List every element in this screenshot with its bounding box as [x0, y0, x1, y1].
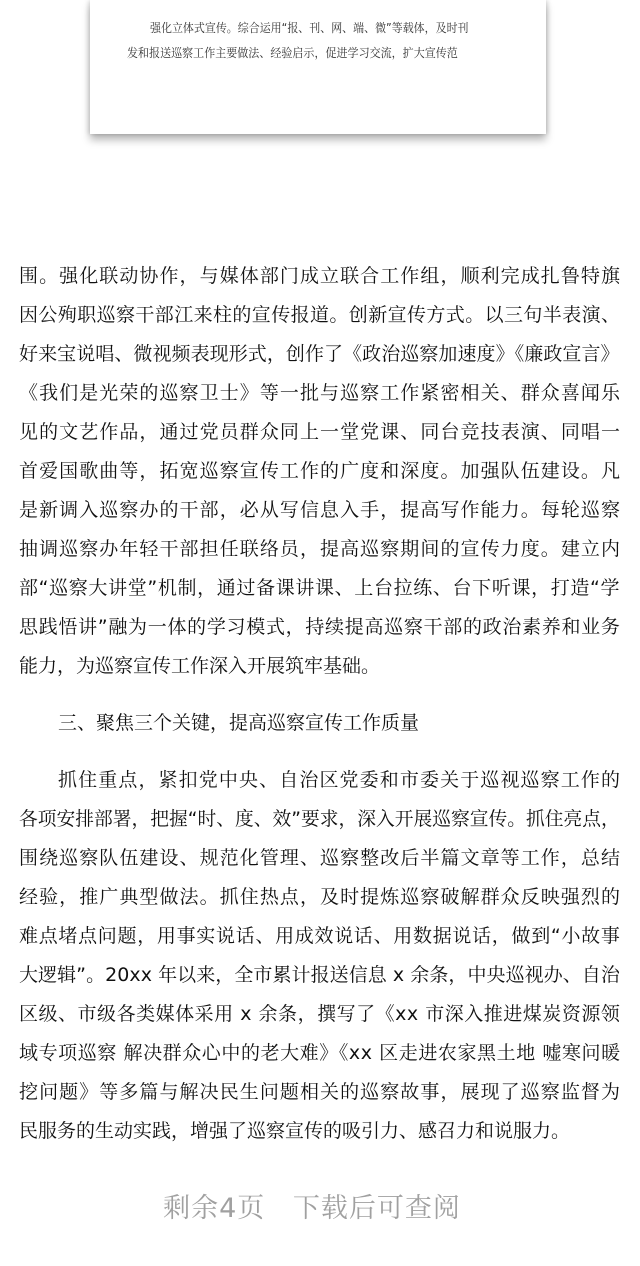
card-text-line: 强化立体式宣传。综合运用“报、刊、网、端、微”等载体，及时刊	[150, 21, 469, 35]
paragraph-line: 抽调巡察办年轻干部担任联络员，提高巡察期间的宣传力度。建立内	[19, 538, 622, 560]
paragraph-line: 能力，为巡察宣传工作深入开展筑牢基础。	[19, 655, 381, 677]
paragraph-line: 民服务的生动实践，增强了巡察宣传的吸引力、感召力和说服力。	[19, 1120, 571, 1142]
section-heading: 三、聚焦三个关键，提高巡察宣传工作质量	[58, 712, 420, 734]
previous-page-card	[90, 0, 546, 134]
paragraph-line: 大逻辑”。20xx 年以来，全市累计报送信息 x 余条，中央巡视办、自治	[19, 964, 620, 986]
remaining-pages-note[interactable]: 剩余4页 下载后可查阅	[163, 1193, 461, 1224]
paragraph-line: 是新调入巡察办的干部，必从写信息入手，提高写作能力。每轮巡察	[19, 499, 622, 521]
paragraph-line: 思践悟讲”融为一体的学习模式，持续提高巡察干部的政治素养和业务	[19, 616, 621, 638]
paragraph-line: 区级、市级各类媒体采用 x 余条，撰写了《xx 市深入推进煤炭资源领	[19, 1003, 621, 1025]
paragraph-line: 好来宝说唱、微视频表现形式，创作了《政治巡察加速度》《廉政宣言》	[19, 343, 620, 365]
paragraph-line: 域专项巡察 解决群众心中的老大难》《xx 区走进农家黑土地 嘘寒问暖	[19, 1042, 621, 1064]
card-text-line: 发和报送巡察工作主要做法、经验启示，促进学习交流，扩大宣传范	[127, 46, 458, 60]
paragraph-line: 围绕巡察队伍建设、规范化管理、巡察整改后半篇文章等工作，总结	[19, 847, 622, 869]
paragraph-line: 因公殉职巡察干部江来柱的宣传报道。创新宣传方式。以三句半表演、	[19, 304, 621, 326]
paragraph-line: 首爱国歌曲等，拓宽巡察宣传工作的广度和深度。加强队伍建设。凡	[19, 460, 622, 482]
paragraph-line: 围。强化联动协作，与媒体部门成立联合工作组，顺利完成扎鲁特旗	[19, 265, 622, 287]
paragraph-line: 《我们是光荣的巡察卫士》等一批与巡察工作紧密相关、群众喜闻乐	[19, 382, 622, 404]
paragraph-line: 各项安排部署，把握“时、度、效”要求，深入开展巡察宣传。抓住亮点，	[19, 808, 620, 830]
paragraph-line: 挖问题》等多篇与解决民生问题相关的巡察故事，展现了巡察监督为	[19, 1081, 622, 1103]
paragraph-line: 抓住重点，紧扣党中央、自治区党委和市委关于巡视巡察工作的	[58, 769, 622, 791]
paragraph-line: 难点堵点问题，用事实说话、用成效说话、用数据说话，做到“小故事	[19, 925, 621, 947]
paragraph-line: 部“巡察大讲堂”机制，通过备课讲课、上台拉练、台下听课，打造“学	[19, 577, 621, 599]
paragraph-line: 见的文艺作品，通过党员群众同上一堂党课、同台竞技表演、同唱一	[19, 421, 622, 443]
paragraph-line: 经验，推广典型做法。抓住热点，及时提炼巡察破解群众反映强烈的	[19, 886, 622, 908]
